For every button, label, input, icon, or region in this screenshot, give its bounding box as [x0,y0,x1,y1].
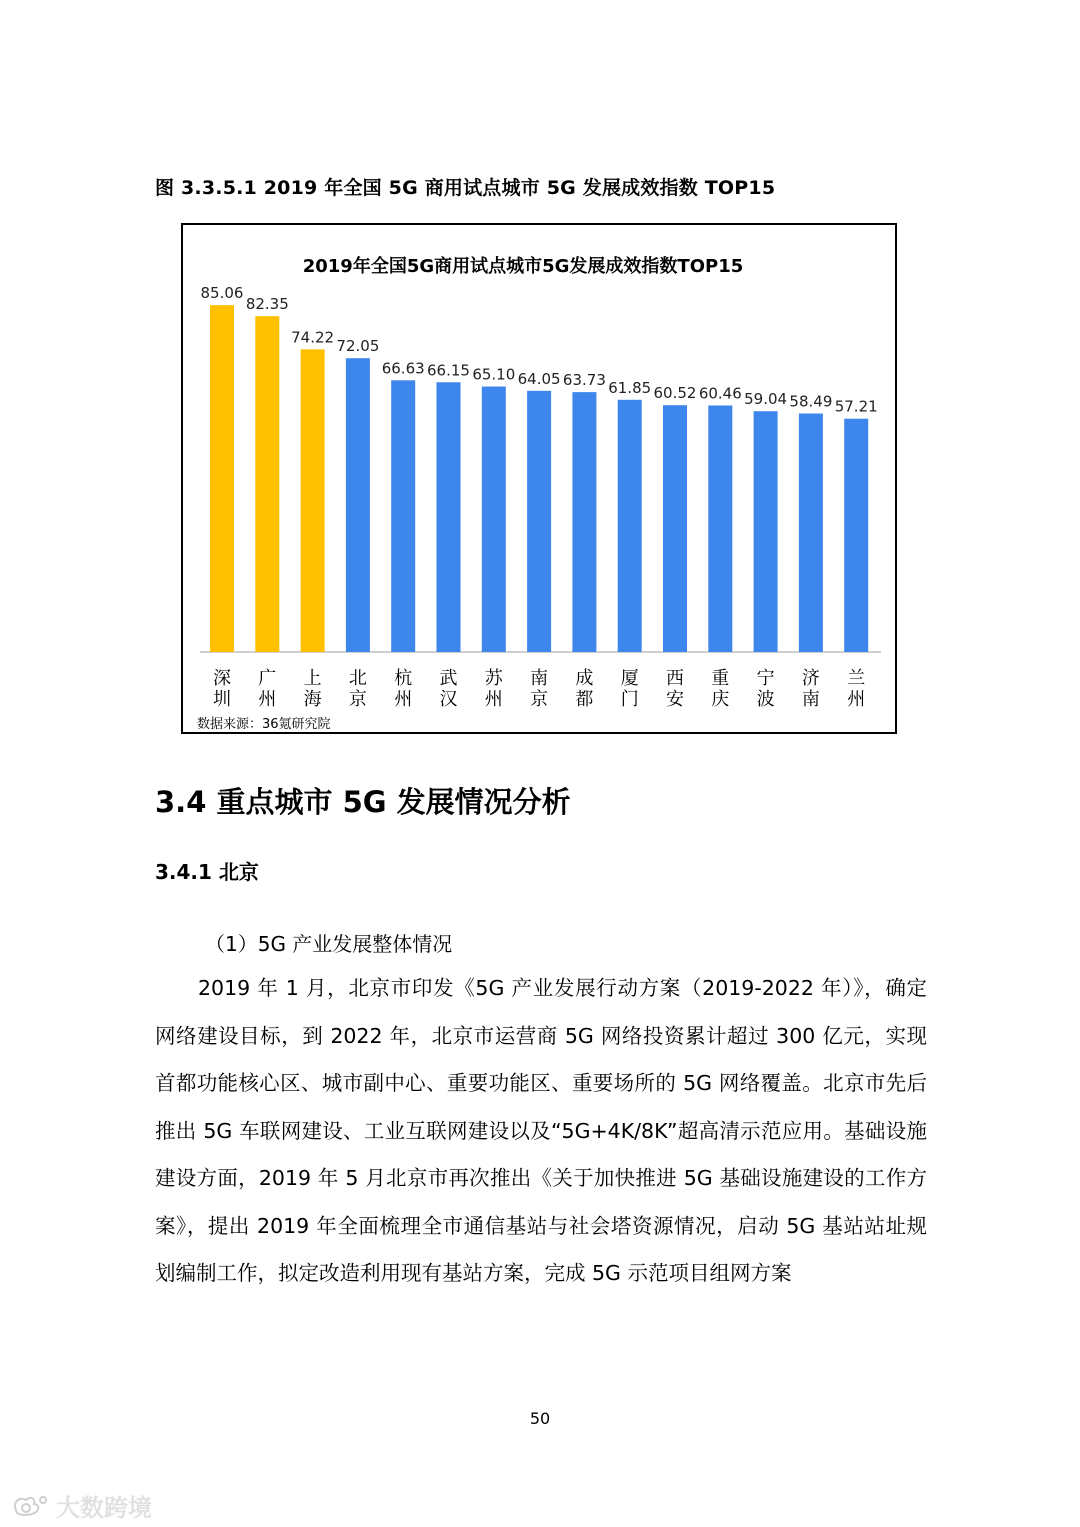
category-label-1: 深圳 [213,668,231,710]
sub-item-heading: （1）5G 产业发展整体情况 [205,932,453,956]
data-label-1: 85.06 [200,284,244,303]
category-label-5: 杭州 [394,668,413,710]
category-label-6: 武汉 [439,668,458,710]
bar-9 [572,392,596,652]
data-label-5: 66.63 [381,359,425,378]
watermark-text: 大数跨境 [56,1493,152,1522]
data-label-14: 58.49 [789,392,833,411]
chart-svg [183,225,895,732]
data-label-7: 65.10 [472,365,516,384]
data-label-12: 60.46 [698,384,742,403]
data-label-3: 74.22 [291,328,335,347]
category-label-3: 上海 [303,668,322,710]
bar-11 [663,405,687,652]
category-label-14: 济南 [801,668,820,710]
chart-title: 2019年全国5G商用试点城市5G发展成效指数TOP15 [302,256,744,277]
page-number: 50 [529,1409,551,1428]
watermark [10,1490,152,1520]
category-label-13: 宁波 [756,668,775,710]
bar-10 [618,400,642,652]
category-label-10: 厦门 [620,668,639,710]
bar-12 [708,405,732,652]
section-heading: 3.4 重点城市 5G 发展情况分析 [155,785,571,819]
bar-3 [301,349,325,652]
figure-caption: 图 3.3.5.1 2019 年全国 5G 商用试点城市 5G 发展成效指数 TOP15 [155,177,776,199]
subsection-heading: 3.4.1 北京 [155,860,259,884]
category-label-9: 成都 [575,668,594,710]
category-label-15: 兰州 [847,668,866,710]
data-label-6: 66.15 [427,361,470,380]
bar-14 [799,413,823,652]
data-label-13: 59.04 [744,390,788,409]
bar-8 [527,391,551,652]
data-label-10: 61.85 [608,378,652,397]
data-label-4: 72.05 [336,337,380,356]
source-note: 数据来源：36氪研究院 [197,717,331,732]
data-label-11: 60.52 [653,384,697,403]
bars-group [201,284,878,710]
bar-2 [255,316,279,652]
data-label-8: 64.05 [517,369,561,388]
category-label-4: 北京 [348,668,367,710]
bar-5 [391,380,415,652]
bar-1 [210,305,234,652]
bar-6 [437,382,461,652]
category-label-12: 重庆 [711,668,730,710]
bar-13 [754,411,778,652]
data-label-15: 57.21 [834,397,878,416]
weibo-style-logo-icon [10,1492,50,1518]
data-label-9: 63.73 [562,371,606,390]
bar-7 [482,387,506,652]
category-label-7: 苏州 [484,668,503,710]
bar-15 [844,419,868,652]
category-label-2: 广州 [258,668,277,710]
bar-4 [346,358,370,652]
bar-chart [181,223,897,734]
category-label-8: 南京 [530,668,549,710]
category-label-11: 西安 [666,668,684,710]
data-label-2: 82.35 [245,295,289,314]
body-paragraph: 2019 年 1 月，北京市印发《5G 产业发展行动方案（2019-2022 年）》，确定网络建设目标，到 2022 年，北京市运营商 5G 网络投资累计超过 300 亿元，实现首都功能核心区、城市副中心、重要功能区、重要场所的 5G 网络覆盖。北京市先后推出 5G 车联网建设、工业互联网建设以及“5G+4K/8K”超高清示范应用。基础设施建设方面，2019 年 5 月北京市再次推出《关于加快推进 5G 基础设施建设的工作方案》，提出 2019 年全面梳理全市通信基站与社会塔资源情况，启动 5G 基站站址规划编制工作，拟定改造利用现有基站方案，完成 5G 示范项目组网方案 [155,976,927,1285]
